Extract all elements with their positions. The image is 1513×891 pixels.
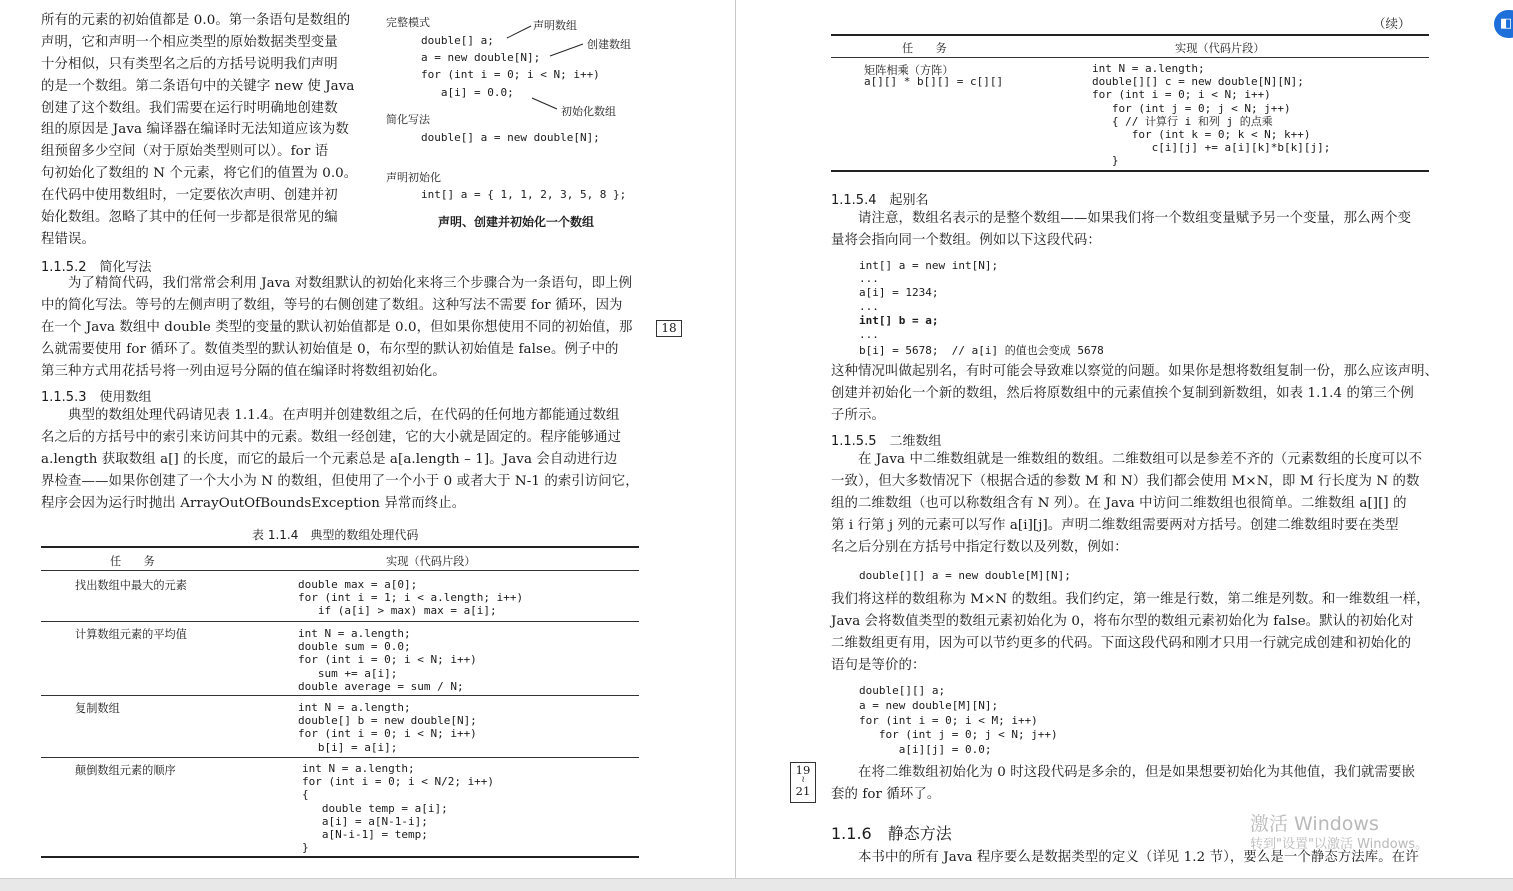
paragraph-1155: 在 Java 中二维数组就是一维数组的数组。二维数组可以是参差不齐的（元素数组的长度可以不 一致），但大多数情况下（根据合适的参数 M 和 N）我们都会使用 M×N，即 M 行长度为 N 的数 组的二维数组（也可以称数组含有 N 列）。在 Java 中访问二维数组也很简单。二维数组 a[][] 的 第 i 行第 j 列的元素可以写作 a[i][j]。声明二维数组需要两对方括号。创建二维数组时要在类型 名之后分别在方括号中指定行数以及列数，例如： [831,452,1423,555]
code-line: a[i] = 1234; [859,286,939,299]
paragraph-1152: 为了精简代码，我们常常会利用 Java 对数组默认的初始化来将三个步骤合为一条语句，即上例 中的简化写法。等号的左侧声明了数组，等号的右侧创建了数组。这种写法不需要 for 循环，因为 在一个 Java 数组中 double 类型的变量的默认初始值都是 0.0，但如果你想使用不同的初始值，那 么就需要使用 for 循环了。数值类型的默认初始值是 0，布尔型的默认初始值是 false。例子中的 第三种方式用花括号将一列由逗号分隔的值在编译时将数组初始化。 [41,276,633,379]
table-header-rule [41,570,639,571]
section-heading-1152: 1.1.5.2 简化写法 [41,260,152,275]
table-bottom-rule [41,856,639,858]
row-task: 计算数组元素的平均值 [75,628,187,641]
paragraph-alias: 这种情况叫做起别名，有时可能会导致难以察觉的问题。如果你是想将数组复制一份，那么应该声明、 创建并初始化一个新的数组，然后将原数组中的元素值挨个复制到新数组，如表 1.1.4 的第三个例 子所示。 [831,364,1439,423]
annot-init-array: 初始化数组 [561,105,616,118]
full-mode-label: 完整模式 [386,16,430,29]
decl-init-label: 声明初始化 [386,171,441,184]
watermark-subtitle: 转到"设置"以激活 Windows。 [1250,837,1429,852]
arrow-create [550,44,583,56]
code-line: ... [859,328,879,341]
section-heading-1154: 1.1.5.4 起别名 [831,193,929,208]
margin-page-number: 18 [656,320,682,337]
full-code-line: a = new double[N]; [421,51,541,64]
row-code: int N = a.length; double sum = 0.0; for (int i = 0; i < N; i++) sum += a[i]; double average = sum / N; [298,627,477,693]
left-page [0,0,735,878]
row-task: 颠倒数组元素的顺序 [75,764,176,777]
section-heading-116: 1.1.6 静态方法 [831,824,952,843]
right-page [737,0,1513,878]
table-header-task: 任 务 [110,555,155,568]
code-line: b[i] = 5678; // a[i] 的值也会变成 5678 [859,344,1104,357]
table-top-rule [831,34,1429,36]
paragraph-1153: 典型的数组处理代码请见表 1.1.4。在声明并创建数组之后，在代码的任何地方都能通过数组 名之后的方括号中的索引来访问其中的元素。数组一经创建，它的大小就是固定的。程序能够通过 a.length 获取数组 a[] 的长度，而它的最后一个元素总是 a[a.length – 1]。Java 会自动进行边 界检查——如果你创建了一个大小为 N 的数组，但使用了一个小于 0 或者大于 N-1 的索引访问它， 程序会因为运行时抛出 ArrayOutOfBoundsException 异常而终止。 [41,408,639,511]
paragraph-1154: 请注意，数组名表示的是整个数组——如果我们将一个数组变量赋予另一个变量，那么两个变 量将会指向同一个数组。例如以下这段代码： [831,211,1412,248]
paragraph-final: 在将二维数组初始化为 0 时这段代码是多余的，但是如果想要初始化为其他值，我们就需要嵌 套的 for 循环了。 [831,765,1415,802]
init-2d-code: double[][] a; a = new double[M][N]; for (int i = 0; i < M; i++) for (int j = 0; j < N; j++) a[i][j] = 0.0; [859,684,1058,757]
table-header-code: 实现（代码片段） [386,555,476,568]
section-heading-1155: 1.1.5.5 二维数组 [831,434,942,449]
table-row-rule [41,621,639,622]
table-bottom-rule [831,170,1429,172]
table-row-rule [41,757,639,758]
row-code: int N = a.length; double[] b = new double[N]; for (int i = 0; i < N; i++) b[i] = a[i]; [298,701,477,754]
table-top-rule [41,546,639,548]
floating-tool-icon[interactable]: ◧ [1494,10,1513,38]
margin-page-tilde: ≀ [801,775,805,785]
margin-page-end: 21 [795,784,811,798]
full-code-line: for (int i = 0; i < N; i++) [421,68,600,81]
table-row-rule [41,695,639,696]
row-code: double max = a[0]; for (int i = 1; i < a.length; i++) if (a[i] > max) max = a[i]; [298,578,524,618]
full-code-line: double[] a; [421,34,494,47]
row-task: 复制数组 [75,702,120,715]
table-header-code: 实现（代码片段） [1175,42,1265,55]
margin-page-start: 19 [795,763,811,777]
row-task-formula: a[][] * b[][] = c[][] [864,75,1004,88]
page-divider [735,0,736,878]
figure-caption: 声明、创建并初始化一个数组 [438,215,595,229]
table-caption: 表 1.1.4 典型的数组处理代码 [252,528,419,542]
code-line: ... [859,300,879,313]
row-code: int N = a.length; double[][] c = new double[N][N]; for (int i = 0; i < N; i++) for (int j = 0; j < N; j++) { // 计算行 i 和列 j 的点乘 for (int k = 0; k < N; k++) c[i][j] += a[i][k]*b[k][j]; } [1092,62,1331,168]
code-line: int[] a = new int[N]; [859,259,999,272]
annot-create-array: 创建数组 [587,38,631,51]
row-task: 找出数组中最大的元素 [75,579,187,592]
windows-activation-watermark [1250,812,1428,854]
paragraph-116: 本书中的所有 Java 程序要么是数据类型的定义（详见 1.2 节），要么是一个静态方法库。在许 [831,850,1419,865]
margin-page-range [790,762,816,803]
code-line: int[] b = a; [859,314,939,327]
section-heading-1153: 1.1.5.3 使用数组 [41,390,152,405]
watermark-title: 激活 Windows [1250,813,1379,835]
table-header-rule [831,57,1429,58]
annot-declare-array: 声明数组 [533,19,577,32]
continued-label: （续） [1373,16,1411,31]
code-line: ... [859,272,879,285]
paragraph-2d: 我们将这样的数组称为 M×N 的数组。我们约定，第一维是行数，第二维是列数。和一维数组一样， Java 会将数值类型的数组元素初始化为 0，将布尔型的数组元素初始化为 false。默认的初始化对 二维数组更有用，因为可以节约更多的代码。下面这段代码和刚才只用一行就完成创建和初始化的 语句是等价的： [831,592,1430,673]
short-mode-label: 简化写法 [386,113,430,126]
decl-init-code: int[] a = { 1, 1, 2, 3, 5, 8 }; [421,188,627,201]
row-code: int N = a.length; for (int i = 0; i < N/2; i++) { double temp = a[i]; a[i] = a[N-1-i]; a[N-i-1] = temp; } [302,762,495,855]
arrow-declare [507,26,531,38]
row-task: 矩阵相乘（方阵） [864,64,954,77]
intro-paragraph: 所有的元素的初始值都是 0.0。第一条语句是数组的 声明，它和声明一个相应类型的原始数据类型变量 十分相似，只有类型名之后的方括号说明我们声明 的是一个数组。第二条语句中的关键字 new 使 Java 创建了这个数组。我们需要在运行时明确地创建数 组的原因是 Java 编译器在编译时无法知道应该为数 组预留多少空间（对于原始类型则可以）。for 语 句初始化了数组的 N 个元素，将它们的值置为 0.0。 在代码中使用数组时，一定要依次声明、创建并初 始化数组。忽略了其中的任何一步都是很常见的编 程错误。 [41,13,358,247]
table-header-task: 任 务 [902,42,947,55]
arrow-init [532,98,557,109]
viewer-toolbar [0,878,1513,891]
full-code-line: a[i] = 0.0; [421,86,514,99]
short-code: double[] a = new double[N]; [421,131,600,144]
declare-2d-code: double[][] a = new double[M][N]; [859,569,1071,582]
